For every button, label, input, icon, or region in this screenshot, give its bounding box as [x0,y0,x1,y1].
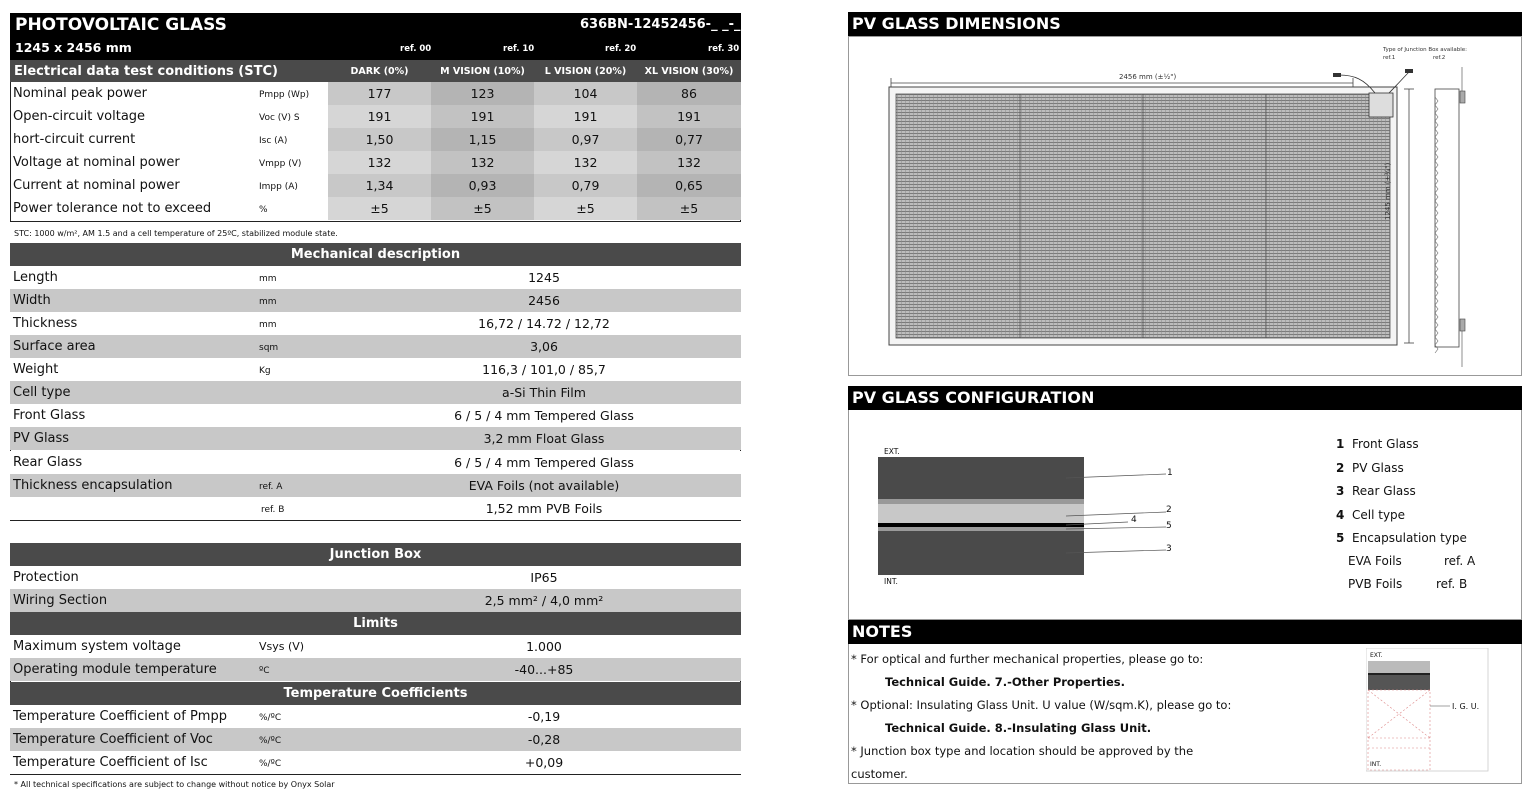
table-row: Weight Kg 116,3 / 101,0 / 85,7 [10,358,741,381]
configuration-title: PV GLASS CONFIGURATION [848,386,1522,410]
product-code: 636BN-12452456-_ _-_ [580,17,741,32]
table-row: Current at nominal power Impp (A) 1,34 0,93 0,79 0,65 [10,174,741,197]
igu-int-label: INT. [1370,761,1382,768]
note-line-6: customer. [851,767,908,781]
table-row: Temperature Coefficient of Pmpp %/ºC -0,19 [10,705,741,728]
table-row: PV Glass 3,2 mm Float Glass [10,427,741,450]
legend-item: 5 Encapsulation type [1336,531,1467,545]
table-row: Voltage at nominal power Vmpp (V) 132 132 132 132 [10,151,741,174]
temperature-title: Temperature Coefficients [10,682,741,705]
note-line-4: Technical Guide. 8.-Insulating Glass Unit. [885,721,1152,735]
footnote: * All technical specifications are subject to change without notice by Onyx Solar [14,780,335,789]
table-row: Thickness mm 16,72 / 14.72 / 12,72 [10,312,741,335]
table-row: Width mm 2456 [10,289,741,312]
table-row: Maximum system voltage Vsys (V) 1.000 [10,635,741,658]
note-line-1: * For optical and further mechanical properties, please go to: [851,652,1204,666]
callout-5: 5 [1166,521,1172,531]
width-label: 2456 mm (±½") [1119,73,1177,81]
table-row: ref. B 1,52 mm PVB Foils [10,497,741,520]
table-row: Wiring Section 2,5 mm² / 4,0 mm² [10,589,741,612]
col-dark: DARK (0%) [350,66,409,77]
rear-glass-layer [878,531,1084,575]
legend-item: 2 PV Glass [1336,461,1404,475]
table-row: Nominal peak power Pmpp (Wp) 177 123 104 86 [10,82,741,105]
ref-10: ref. 10 [503,44,535,54]
junction-title: Junction Box [10,543,741,566]
pv-glass-drawing [849,37,1521,375]
electrical-title: Electrical data test conditions (STC) [14,64,278,79]
note-line-5: * Junction box type and location should be approved by the [851,744,1194,758]
col-xl-vision: XL VISION (30%) [644,66,734,77]
int-label: INT. [884,577,898,586]
ext-label: EXT. [884,447,900,456]
table-row: Operating module temperature ºC -40...+85 [10,658,741,681]
table-row: Cell type a-Si Thin Film [10,381,741,404]
table-row: Surface area sqm 3,06 [10,335,741,358]
col-m-vision: M VISION (10%) [440,66,525,77]
page-title: PHOTOVOLTAIC GLASS [15,15,227,35]
callout-3: 3 [1166,544,1172,554]
table-row: Temperature Coefficient of Voc %/ºC -0,28 [10,728,741,751]
table-row: hort-circuit current Isc (A) 1,50 1,15 0,97 0,77 [10,128,741,151]
table-row: Open-circuit voltage Voc (V) S 191 191 191 191 [10,105,741,128]
height-label: 1245 mm (±¾") [1384,162,1392,220]
legend-item: 1 Front Glass [1336,437,1419,451]
pv-glass-layer [878,504,1084,523]
callout-1: 1 [1167,468,1173,478]
table-row: Power tolerance not to exceed % ±5 ±5 ±5 ±5 [10,197,741,220]
jbox-label: Type of Junction Box available: [1383,47,1467,53]
igu-ext-label: EXT. [1370,652,1383,659]
spec-header [10,13,741,60]
dimensions-title: PV GLASS DIMENSIONS [848,12,1522,36]
foil-pvb: PVB Foils [1348,577,1403,591]
callout-4: 4 [1131,515,1137,525]
front-glass-layer [878,457,1084,499]
cell-layer [878,523,1084,527]
electrical-header [10,60,741,82]
ref-30: ref. 30 [708,44,740,54]
table-row: Protection IP65 [10,566,741,589]
table-row: Length mm 1245 [10,266,741,289]
table-row: Rear Glass 6 / 5 / 4 mm Tempered Glass [10,451,741,474]
junction-box [1369,93,1393,117]
jbox-ref-1: ref.1 [1383,55,1396,61]
product-size: 1245 x 2456 mm [15,40,132,55]
ref-20: ref. 20 [605,44,637,54]
table-row: Temperature Coefficient of Isc %/ºC +0,09 [10,751,741,774]
foil-pvb-ref: ref. B [1436,577,1468,591]
limits-title: Limits [10,612,741,635]
legend-item: 3 Rear Glass [1336,484,1416,498]
foil-eva: EVA Foils [1348,554,1402,568]
callout-2: 2 [1166,505,1172,515]
side-profile [1435,89,1459,347]
col-l-vision: L VISION (20%) [544,66,627,77]
stc-note: STC: 1000 w/m², AM 1.5 and a cell temperature of 25ºC, stabilized module state. [14,229,338,238]
jbox-ref-2: ref.2 [1433,55,1446,61]
note-line-2: Technical Guide. 7.-Other Properties. [885,675,1125,689]
table-row: Thickness encapsulation ref. A EVA Foils (not available) [10,474,741,497]
igu-label: I. G. U. [1452,702,1480,711]
notes-title: NOTES [848,620,1522,644]
note-line-3: * Optional: Insulating Glass Unit. U value (W/sqm.K), please go to: [851,698,1232,712]
table-row: Front Glass 6 / 5 / 4 mm Tempered Glass [10,404,741,427]
mechanical-title: Mechanical description [10,243,741,266]
legend-item: 4 Cell type [1336,508,1406,522]
ref-00: ref. 00 [400,44,432,54]
layer-diagram [870,440,1190,600]
notes-body [851,648,1231,786]
foil-eva-ref: ref. A [1444,554,1476,568]
